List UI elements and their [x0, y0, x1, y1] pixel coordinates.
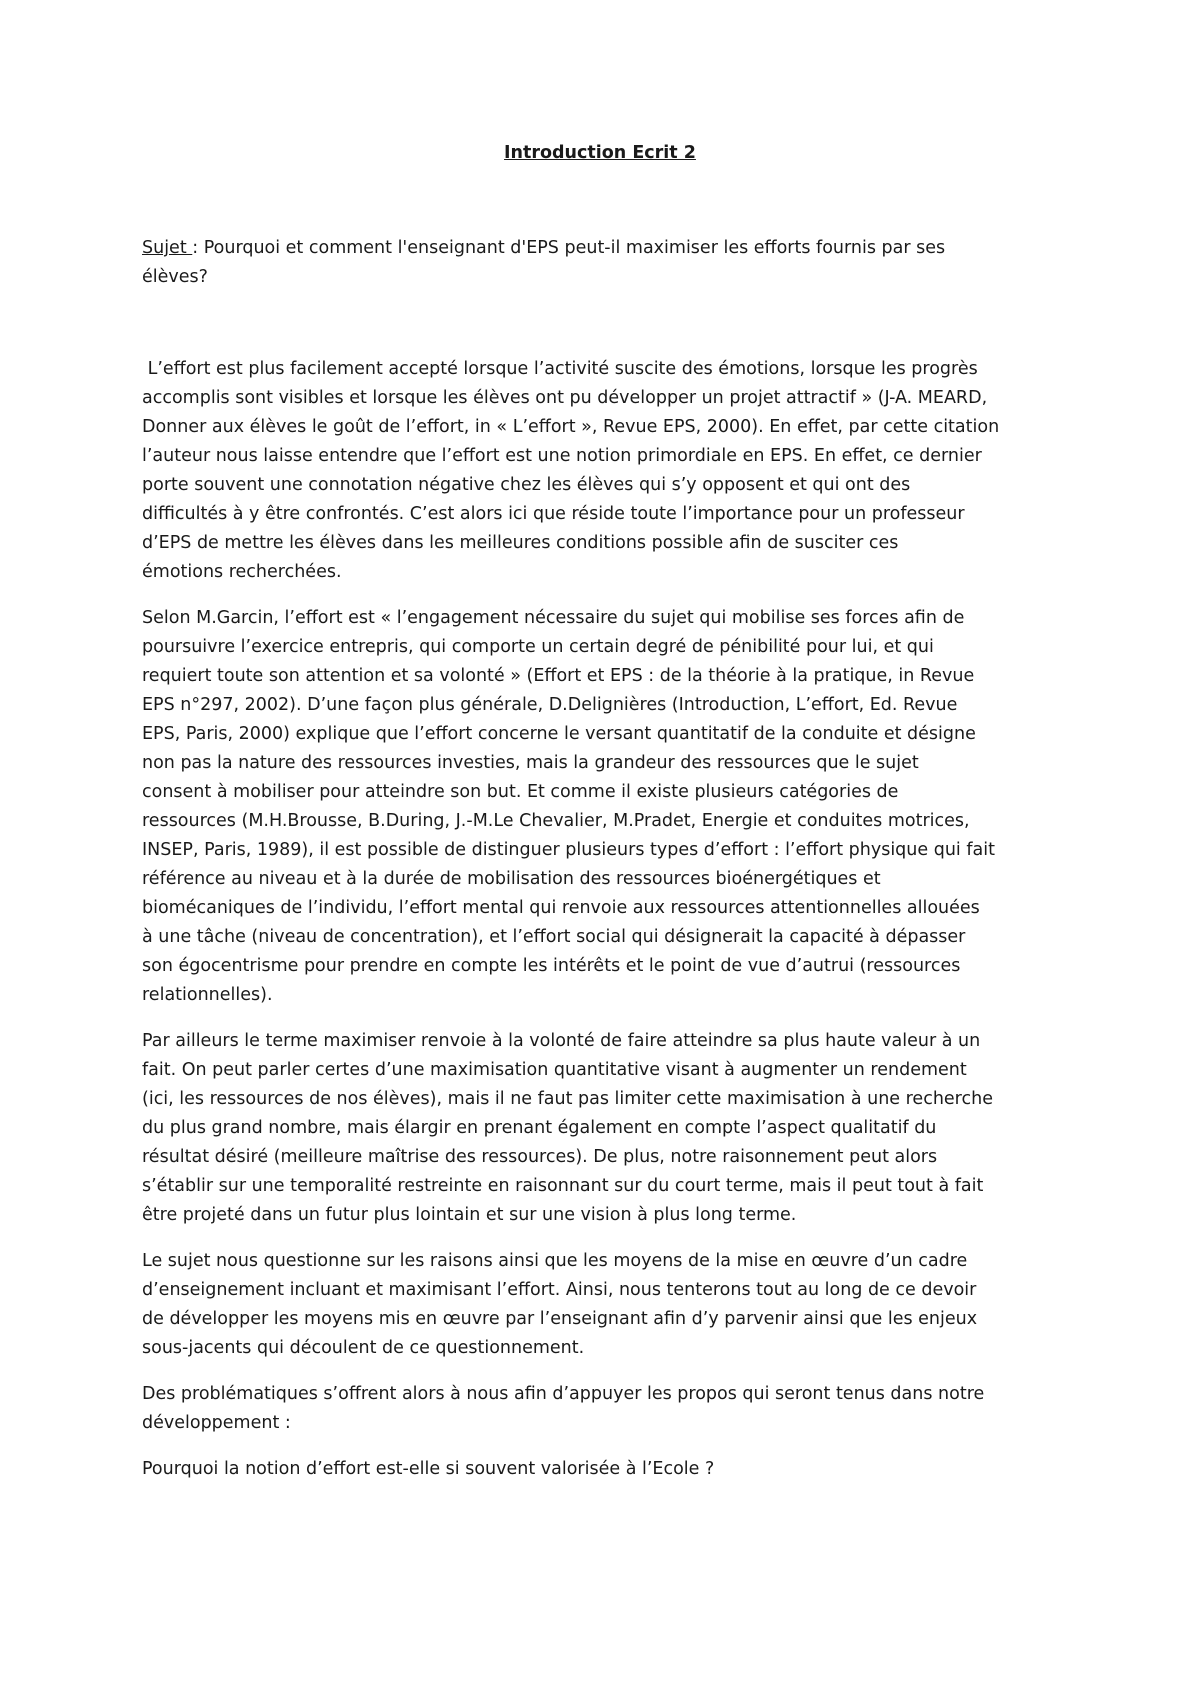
paragraph-subject-questions [142, 1247, 1064, 1363]
text-line: EPS n°297, 2002). D’une façon plus générale, D.Delignières (Introduction, L’effort, Ed. Revue [142, 695, 958, 715]
text-line: non pas la nature des ressources investies, mais la grandeur des ressources que le sujet [142, 753, 919, 773]
text-line: à une tâche (niveau de concentration), et l’effort social qui désignerait la capacité à dépasser [142, 927, 966, 947]
text-line: s’établir sur une temporalité restreinte en raisonnant sur du court terme, mais il peut tout à fait [142, 1176, 984, 1196]
text-line: de développer les moyens mis en œuvre par l’enseignant afin d’y parvenir ainsi que les enjeux [142, 1309, 978, 1329]
text-line: EPS, Paris, 2000) explique que l’effort concerne le versant quantitatif de la conduite et désigne [142, 724, 976, 744]
text-line: Par ailleurs le terme maximiser renvoie à la volonté de faire atteindre sa plus haute valeur à un [142, 1031, 981, 1051]
text-line: émotions recherchées. [142, 562, 342, 582]
text-line: Pourquoi la notion d’effort est-elle si souvent valorisée à l’Ecole ? [142, 1459, 715, 1479]
text-line: biomécaniques de l’individu, l’effort mental qui renvoie aux ressources attentionnelles allouées [142, 898, 980, 918]
text-line: du plus grand nombre, mais élargir en prenant également en compte l’aspect qualitatif du [142, 1118, 937, 1138]
text-line: Le sujet nous questionne sur les raisons ainsi que les moyens de la mise en œuvre d’un cadre [142, 1251, 968, 1271]
paragraph-problematiques [142, 1380, 1064, 1438]
text-line: INSEP, Paris, 1989), il est possible de distinguer plusieurs types d’effort : l’effort physique qui fait [142, 840, 995, 860]
paragraph-question [142, 1455, 1064, 1484]
text-line: L’effort est plus facilement accepté lorsque l’activité suscite des émotions, lorsque les progrès [142, 359, 978, 379]
text-line: être projeté dans un futur plus lointain et sur une vision à plus long terme. [142, 1205, 797, 1225]
text-line: sous-jacents qui découlent de ce questionnement. [142, 1338, 585, 1358]
text-line: son égocentrisme pour prendre en compte les intérêts et le point de vue d’autrui (ressources [142, 956, 961, 976]
text-line: Des problématiques s’offrent alors à nous afin d’appuyer les propos qui seront tenus dans notre [142, 1384, 985, 1404]
text-line: requiert toute son attention et sa volonté » (Effort et EPS : de la théorie à la pratique, in Revue [142, 666, 975, 686]
subject-statement [142, 234, 1042, 291]
text-line: accomplis sont visibles et lorsque les élèves ont pu développer un projet attractif » (J-A. MEARD, [142, 388, 988, 408]
paragraph-maximiser [142, 1027, 1064, 1230]
text-line: (ici, les ressources de nos élèves), mais il ne faut pas limiter cette maximisation à une recherche [142, 1089, 993, 1109]
subject-line [142, 234, 1042, 263]
text-line: poursuivre l’exercice entrepris, qui comporte un certain degré de pénibilité pour lui, et qui [142, 637, 934, 657]
text-line: d’enseignement incluant et maximisant l’effort. Ainsi, nous tenterons tout au long de ce devoir [142, 1280, 977, 1300]
text-line: résultat désiré (meilleure maîtrise des ressources). De plus, notre raisonnement peut alors [142, 1147, 938, 1167]
text-line: relationnelles). [142, 985, 273, 1005]
text-line: consent à mobiliser pour atteindre son but. Et comme il existe plusieurs catégories de [142, 782, 899, 802]
text-line: d’EPS de mettre les élèves dans les meilleures conditions possible afin de susciter ces [142, 533, 899, 553]
document-body [142, 355, 1064, 1501]
text-line: difficultés à y être confrontés. C’est alors ici que réside toute l’importance pour un professeur [142, 504, 965, 524]
text-line: Donner aux élèves le goût de l’effort, in « L’effort », Revue EPS, 2000). En effet, par cette citation [142, 417, 1000, 437]
text-line: Selon M.Garcin, l’effort est « l’engagement nécessaire du sujet qui mobilise ses forces afin de [142, 608, 965, 628]
text-line: développement : [142, 1413, 291, 1433]
document-title: Introduction Ecrit 2 [504, 143, 696, 163]
subject-label: Sujet [142, 238, 193, 258]
subject-text: : Pourquoi et comment l'enseignant d'EPS peut-il maximiser les efforts fournis par ses [192, 238, 946, 258]
paragraph-effort-definition [142, 604, 1064, 1010]
text-line: référence au niveau et à la durée de mobilisation des ressources bioénergétiques et [142, 869, 881, 889]
text-line: l’auteur nous laisse entendre que l’effort est une notion primordiale en EPS. En effet, ce dernier [142, 446, 982, 466]
text-line: porte souvent une connotation négative chez les élèves qui s’y opposent et qui ont des [142, 475, 911, 495]
paragraph-intro-quote [142, 355, 1064, 587]
subject-line: élèves? [142, 266, 208, 287]
text-line: fait. On peut parler certes d’une maximisation quantitative visant à augmenter un rendement [142, 1060, 967, 1080]
text-line: ressources (M.H.Brousse, B.During, J.-M.Le Chevalier, M.Pradet, Energie et conduites motrices, [142, 811, 970, 831]
